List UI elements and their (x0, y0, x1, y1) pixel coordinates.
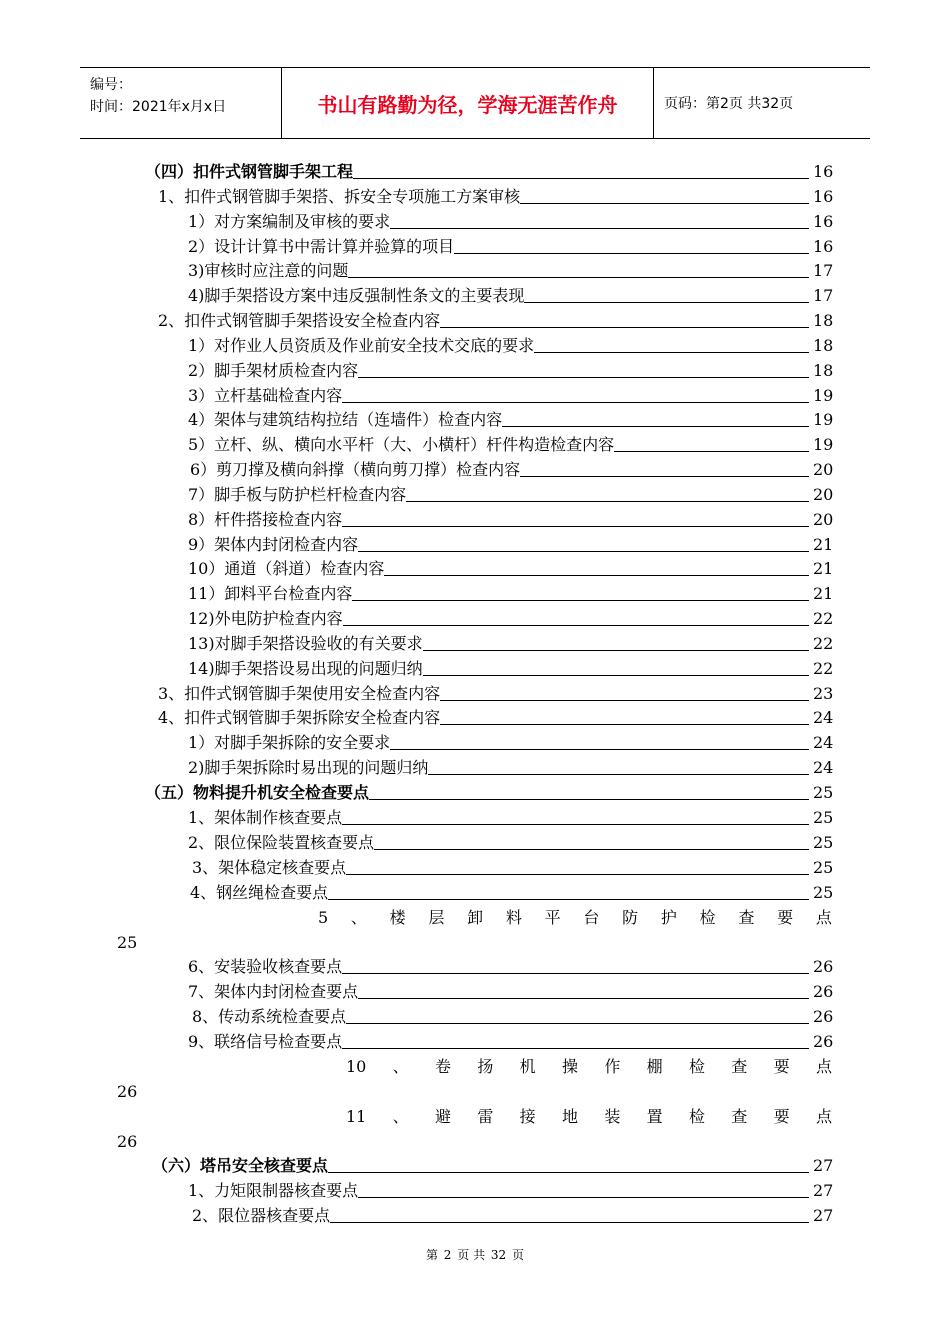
toc-label-glyph: 护 (660, 908, 677, 927)
toc-entry-justified[interactable] (318, 904, 832, 928)
toc-label-glyph: 查 (731, 1107, 748, 1126)
toc-label-glyph: 、 (392, 1057, 409, 1076)
toc-entry[interactable]: 12)外电防护检查内容 22 (188, 609, 834, 628)
dot-leader (454, 253, 809, 254)
toc-entry[interactable]: 1、架体制作核查要点 25 (188, 808, 834, 827)
toc-entry-justified[interactable] (346, 1053, 832, 1077)
toc-entry[interactable]: 6、安装验收核查要点 26 (188, 957, 834, 976)
toc-label-glyph: 避 (435, 1107, 452, 1126)
toc-label-glyph: 作 (604, 1057, 621, 1076)
dot-leader (353, 178, 809, 179)
toc-entry[interactable]: 4）架体与建筑结构拉结（连墙件）检查内容 19 (188, 410, 834, 429)
toc-entry[interactable]: 6）剪刀撑及横向斜撑（横向剪刀撑）检查内容 20 (190, 460, 834, 479)
toc-entry[interactable]: 4、钢丝绳检查要点 25 (190, 883, 834, 902)
document-date-label: 时间：2021年x月x日 (90, 99, 227, 115)
dot-leader (328, 899, 809, 900)
toc-label-glyph: 5 (318, 908, 329, 927)
toc-entry[interactable]: 3)审核时应注意的问题 17 (188, 261, 834, 280)
dot-leader (358, 1197, 809, 1198)
header-motto: 书山有路勤为径，学海无涯苦作舟 (317, 92, 618, 117)
dot-leader (534, 352, 809, 353)
dot-leader (352, 600, 809, 601)
dot-leader (358, 551, 809, 552)
toc-entry[interactable]: 14)脚手架搭设易出现的问题归纳 22 (188, 659, 834, 678)
toc-label-glyph: 要 (777, 908, 794, 927)
dot-leader (328, 1172, 809, 1173)
dot-leader (346, 874, 809, 875)
dot-leader (348, 277, 809, 278)
toc-label-glyph: 扬 (477, 1057, 494, 1076)
toc-entry[interactable]: 3）立杆基础检查内容 19 (188, 386, 834, 405)
dot-leader (330, 1222, 809, 1223)
document-number-label: 编号： (90, 77, 132, 93)
footer-page-number: 2 (443, 1248, 452, 1262)
toc-label-glyph: 平 (544, 908, 561, 927)
toc-label-glyph: 点 (815, 1107, 832, 1126)
toc-entry[interactable]: 2、扣件式钢管脚手架搭设安全检查内容 18 (158, 311, 834, 330)
dot-leader (423, 675, 809, 676)
dot-leader (342, 973, 809, 974)
toc-label-glyph: 楼 (389, 908, 406, 927)
toc-label-glyph: 要 (773, 1057, 790, 1076)
dot-leader (440, 724, 809, 725)
toc-label-glyph: 接 (519, 1107, 536, 1126)
toc-label-glyph: 置 (646, 1107, 663, 1126)
dot-leader (342, 526, 809, 527)
toc-entry[interactable]: 2)脚手架拆除时易出现的问题归纳 24 (188, 758, 834, 777)
dot-leader (502, 426, 809, 427)
dot-leader (342, 1048, 809, 1049)
dot-leader (369, 799, 809, 800)
header-page-cell (654, 68, 870, 138)
toc-label-glyph: 卷 (435, 1057, 452, 1076)
toc-label-glyph: 要 (773, 1107, 790, 1126)
toc-label-glyph: 、 (392, 1107, 409, 1126)
dot-leader (406, 501, 809, 502)
dot-leader (390, 749, 809, 750)
dot-leader (520, 476, 809, 477)
toc-entry[interactable]: 2、限位保险装置核查要点 25 (188, 833, 834, 852)
dot-leader (520, 203, 809, 204)
dot-leader (428, 774, 809, 775)
toc-entry[interactable]: 1、扣件式钢管脚手架搭、拆安全专项施工方案审核 16 (158, 187, 834, 206)
dot-leader (440, 327, 809, 328)
toc-label-glyph: 卸 (467, 908, 484, 927)
toc-entry[interactable]: 1）对脚手架拆除的安全要求 24 (188, 733, 834, 752)
toc-entry[interactable]: 4)脚手架搭设方案中违反强制性条文的主要表现 17 (188, 286, 834, 305)
dot-leader (374, 849, 809, 850)
toc-label-glyph: 点 (815, 1057, 832, 1076)
page-footer: 第 2 页 共 32 页 (425, 1248, 525, 1262)
toc-entry[interactable]: 8、传动系统检查要点 26 (192, 1007, 834, 1026)
toc-label-glyph: 查 (738, 908, 755, 927)
toc-entry[interactable]: 2、限位器核查要点 27 (192, 1206, 834, 1225)
dot-leader (342, 402, 809, 403)
dot-leader (524, 302, 809, 303)
toc-entry-page-wrapped: 25 (117, 933, 138, 952)
toc-entry[interactable]: （四）扣件式钢管脚手架工程 16 (145, 162, 834, 181)
toc-entry[interactable]: 10）通道（斜道）检查内容 21 (188, 559, 834, 578)
page-header (80, 67, 870, 139)
toc-entry[interactable]: 3、架体稳定核查要点 25 (192, 858, 834, 877)
toc-label-glyph: 层 (428, 908, 445, 927)
dot-leader (423, 650, 809, 651)
toc-entry[interactable]: 7、架体内封闭检查要点 26 (188, 982, 834, 1001)
toc-label-glyph: 机 (519, 1057, 536, 1076)
dot-leader (358, 377, 809, 378)
header-motto-cell (282, 68, 654, 138)
toc-entry-page-wrapped: 26 (117, 1132, 138, 1151)
dot-leader (614, 451, 809, 452)
toc-label-glyph: 点 (815, 908, 832, 927)
dot-leader (346, 1023, 809, 1024)
toc-entry[interactable]: 9、联络信号检查要点 26 (188, 1032, 834, 1051)
header-page-number: 页码：第2页 共32页 (664, 96, 794, 112)
toc-label-glyph: 10 (346, 1057, 367, 1076)
toc-entry[interactable]: （五）物料提升机安全检查要点 25 (145, 783, 834, 802)
toc-label-glyph: 检 (688, 1057, 705, 1076)
toc-entry[interactable]: 1）对作业人员资质及作业前安全技术交底的要求 18 (188, 336, 834, 355)
toc-label-glyph: 台 (583, 908, 600, 927)
toc-entry[interactable]: （六）塔吊安全核查要点 27 (152, 1156, 834, 1175)
footer-total-pages: 32 (490, 1248, 507, 1262)
toc-entry[interactable]: 13)对脚手架搭设验收的有关要求 22 (188, 634, 834, 653)
toc-entry[interactable]: 1）对方案编制及审核的要求 16 (188, 212, 834, 231)
toc-entry-justified[interactable] (346, 1103, 832, 1127)
toc-label-glyph: 料 (505, 908, 522, 927)
toc-entry[interactable]: 3、扣件式钢管脚手架使用安全检查内容 23 (158, 684, 834, 703)
toc-entry[interactable]: 11）卸料平台检查内容 21 (188, 584, 834, 603)
toc-label-glyph: 雷 (477, 1107, 494, 1126)
toc-entry[interactable]: 7）脚手板与防护栏杆检查内容 20 (188, 485, 834, 504)
toc-entry[interactable]: 2）脚手架材质检查内容 18 (188, 361, 834, 380)
toc-entry[interactable]: 4、扣件式钢管脚手架拆除安全检查内容 24 (158, 708, 834, 727)
dot-leader (358, 998, 809, 999)
dot-leader (390, 228, 809, 229)
toc-label-glyph: 检 (688, 1107, 705, 1126)
dot-leader (342, 824, 809, 825)
toc-label-glyph: 防 (622, 908, 639, 927)
header-meta (80, 68, 282, 138)
toc-label-glyph: 、 (350, 908, 367, 927)
dot-leader (343, 625, 809, 626)
toc-label-glyph: 操 (561, 1057, 578, 1076)
toc-entry-page-wrapped: 26 (117, 1082, 138, 1101)
toc-label-glyph: 装 (604, 1107, 621, 1126)
toc-label-glyph: 11 (346, 1107, 367, 1126)
toc-entry[interactable]: 1、力矩限制器核查要点 27 (188, 1181, 834, 1200)
toc-entry[interactable]: 5）立杆、纵、横向水平杆（大、小横杆）杆件构造检查内容 19 (188, 435, 834, 454)
toc-label-glyph: 地 (561, 1107, 578, 1126)
toc-label-glyph: 查 (731, 1057, 748, 1076)
dot-leader (384, 575, 809, 576)
toc-entry[interactable]: 2）设计计算书中需计算并验算的项目 16 (188, 237, 834, 256)
toc-label-glyph: 棚 (646, 1057, 663, 1076)
toc-entry[interactable]: 9）架体内封闭检查内容 21 (188, 535, 834, 554)
toc-entry[interactable]: 8）杆件搭接检查内容 20 (188, 510, 834, 529)
dot-leader (440, 700, 809, 701)
toc-label-glyph: 检 (699, 908, 716, 927)
